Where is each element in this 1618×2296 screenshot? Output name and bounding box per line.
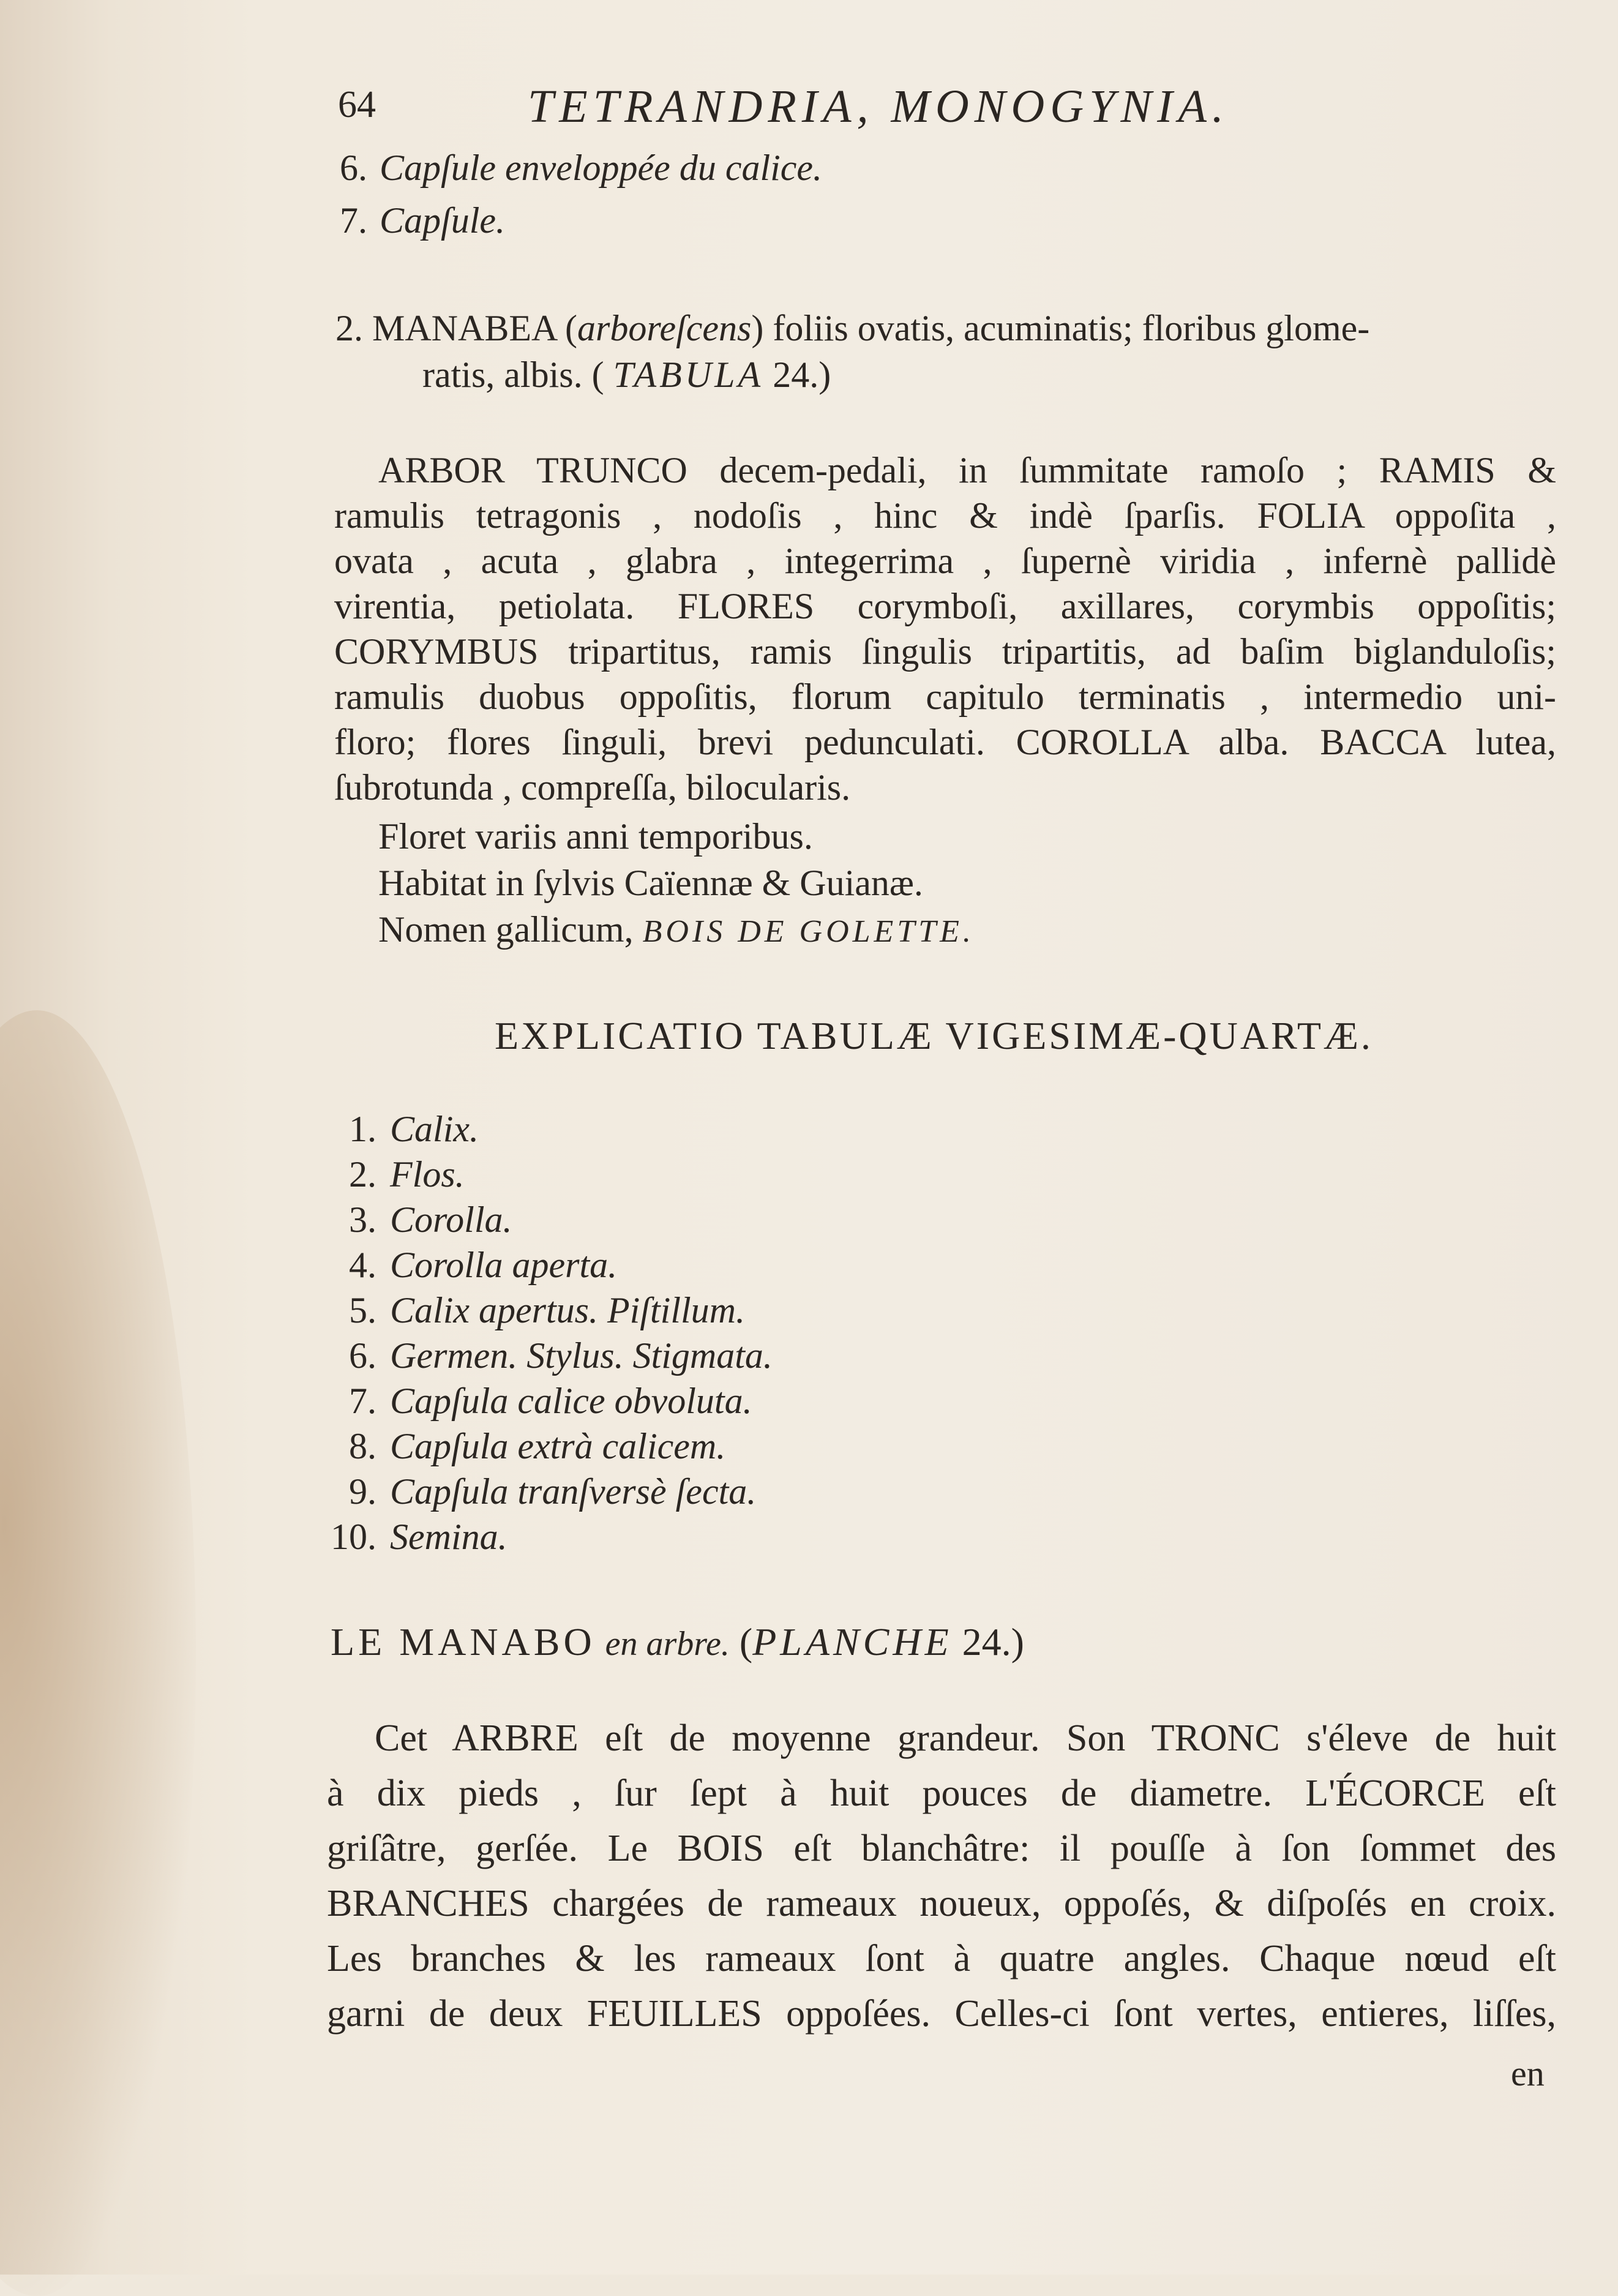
tabula-label: TABULA	[613, 355, 764, 395]
prev-item	[324, 149, 822, 186]
explicatio-item-number: 5.	[349, 1290, 376, 1330]
french-paragraph-line: garni de deux FEUILLES oppoſées. Celles-ci ſont vertes, entieres, liſſes,	[327, 1993, 1556, 2035]
explicatio-item	[312, 1518, 507, 1555]
prev-item	[324, 202, 505, 239]
explicatio-item	[312, 1382, 752, 1419]
explicatio-item-number: 4.	[349, 1245, 376, 1285]
prev-item-number: 6.	[340, 148, 367, 188]
prev-item-text: Capſule enveloppée du calice.	[380, 148, 823, 188]
french-paragraph-line: BRANCHES chargées de rameaux noueux, oppoſés, & diſpoſés en croix.	[327, 1883, 1556, 1924]
explicatio-item	[312, 1473, 756, 1510]
explicatio-item-number: 7.	[349, 1381, 376, 1421]
french-paragraph-line: griſâtre, gerſée. Le BOIS eſt blanchâtre: il pouſſe à ſon ſommet des	[327, 1828, 1556, 1869]
explicatio-item-number: 1.	[349, 1109, 376, 1149]
nomen-gallicum: BOIS DE GOLETTE.	[642, 914, 975, 949]
explicatio-item-text: Corolla.	[390, 1199, 512, 1240]
explicatio-item-text: Corolla aperta.	[390, 1245, 618, 1285]
explicatio-item-number: 2.	[349, 1154, 376, 1195]
description-line: virentia, petiolata. FLORES corymboſi, axillares, corymbis oppoſitis;	[334, 586, 1556, 626]
species-diagnosis-line-1: 2. MANABEA (arboreſcens) foliis ovatis, acuminatis; floribus glome-	[335, 308, 1370, 348]
nomen-prefix: Nomen gallicum,	[378, 909, 634, 950]
explicatio-item	[312, 1247, 617, 1283]
species-epithet: arboreſcens	[577, 308, 752, 348]
description-line: ſubrotunda , compreſſa, bilocularis.	[334, 767, 851, 808]
description-line: CORYMBUS tripartitus, ramis ſingulis tripartitis, ad baſim biglanduloſis;	[334, 631, 1556, 672]
tabula-number: 24.)	[773, 355, 831, 395]
french-title-main: LE MANABO	[331, 1620, 596, 1664]
planche-number: 24.)	[962, 1620, 1024, 1664]
explicatio-item-number: 6.	[349, 1335, 376, 1376]
french-paragraph-line: Cet ARBRE eſt de moyenne grandeur. Son TRONC s'éleve de huit	[375, 1717, 1556, 1759]
description-line: ramulis tetragonis , nodoſis , hinc & indè ſparſis. FOLIA oppoſita ,	[334, 495, 1556, 536]
description-line: ARBOR TRUNCO decem-pedali, in ſummitate ramoſo ; RAMIS &	[378, 450, 1556, 490]
explicatio-item-text: Calix.	[390, 1109, 479, 1149]
planche-open: (	[739, 1620, 753, 1664]
french-title-italic: en arbre.	[605, 1625, 730, 1663]
running-title: TETRANDRIA, MONOGYNIA.	[528, 81, 1229, 132]
explicatio-item-number: 9.	[349, 1471, 376, 1512]
prev-item-text: Capſule.	[380, 200, 505, 241]
explicatio-item	[312, 1201, 512, 1238]
explicatio-item-text: Calix apertus. Piſtillum.	[390, 1290, 745, 1330]
explicatio-item-text: Semina.	[390, 1517, 507, 1557]
description-line: ramulis duobus oppoſitis, florum capitulo terminatis , intermedio uni-	[334, 677, 1556, 717]
explicatio-item	[312, 1292, 745, 1329]
explicatio-item	[312, 1428, 725, 1465]
prev-item-number: 7.	[340, 200, 367, 241]
description-line: floro; flores ſinguli, brevi pedunculati. COROLLA alba. BACCA lutea,	[334, 722, 1556, 762]
planche-label: PLANCHE	[752, 1620, 953, 1664]
explicatio-item-text: Germen. Stylus. Stigmata.	[390, 1335, 773, 1376]
species-name: MANABEA	[372, 308, 556, 348]
nomen-note	[378, 911, 975, 948]
species-diagnosis-line-2	[422, 356, 831, 393]
explicatio-item	[312, 1337, 773, 1374]
explicatio-item	[312, 1156, 465, 1193]
explicatio-item	[312, 1111, 479, 1147]
french-title	[331, 1620, 1024, 1664]
species-number: 2.	[335, 308, 363, 348]
species-diagnosis-rest: foliis ovatis, acuminatis; floribus glome-	[773, 308, 1370, 348]
explicatio-item-text: Capſula calice obvoluta.	[390, 1381, 752, 1421]
habitat-note: Habitat in ſylvis Caïennæ & Guianæ.	[378, 863, 923, 903]
french-paragraph-line: à dix pieds , ſur ſept à huit pouces de diametre. L'ÉCORCE eſt	[327, 1773, 1556, 1814]
explicatio-item-text: Capſula tranſversè ſecta.	[390, 1471, 757, 1512]
page-number: 64	[338, 84, 376, 126]
explicatio-item-number: 3.	[349, 1199, 376, 1240]
explicatio-item-text: Flos.	[390, 1154, 465, 1195]
explicatio-item-number: 10.	[331, 1517, 376, 1557]
floret-note: Floret variis anni temporibus.	[378, 816, 813, 857]
catchword: en	[1511, 2054, 1545, 2093]
diagnosis-continuation: ratis, albis. (	[422, 355, 604, 395]
explicatio-item-number: 8.	[349, 1426, 376, 1466]
french-paragraph-line: Les branches & les rameaux ſont à quatre angles. Chaque nœud eſt	[327, 1938, 1556, 1979]
explicatio-item-text: Capſula extrà calicem.	[390, 1426, 726, 1466]
explicatio-heading: EXPLICATIO TABULÆ VIGESIMÆ-QUARTÆ.	[495, 1014, 1373, 1057]
description-line: ovata , acuta , glabra , integerrima , ſupernè viridia , infernè pallidè	[334, 541, 1556, 581]
